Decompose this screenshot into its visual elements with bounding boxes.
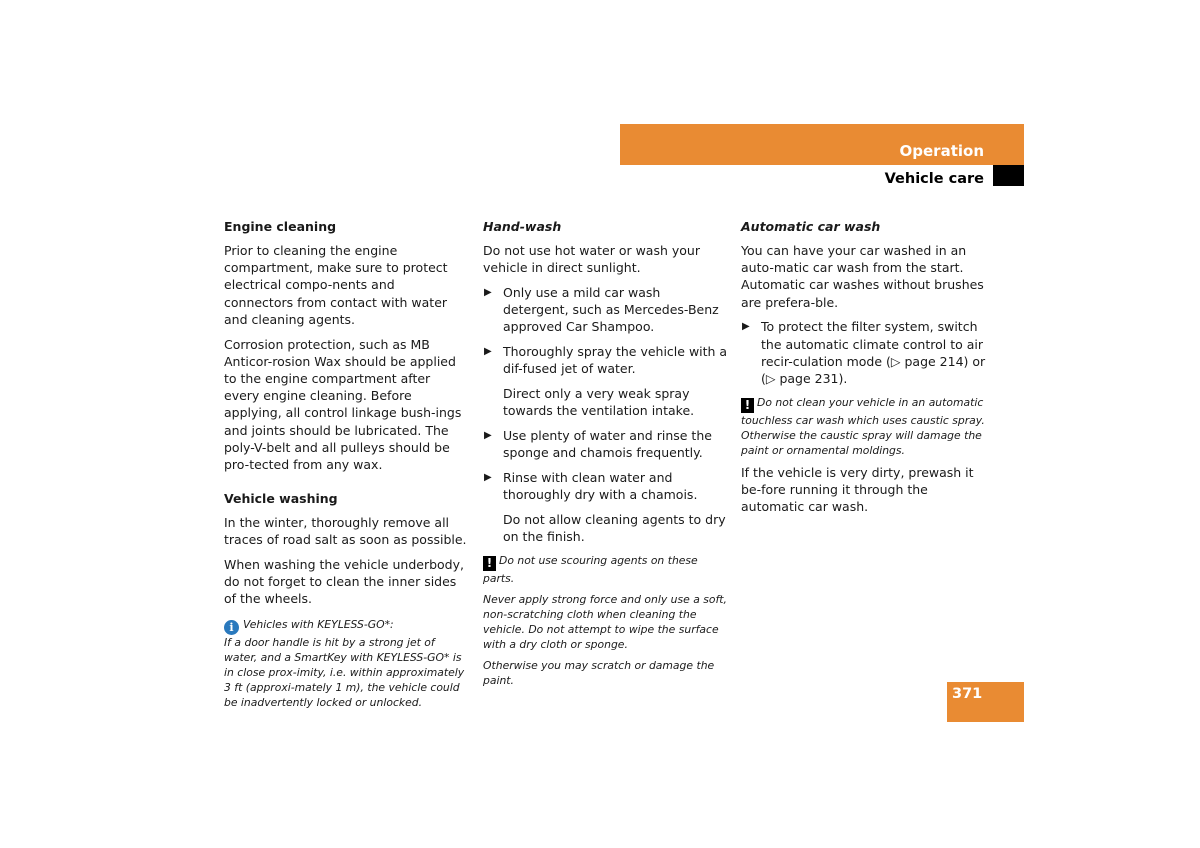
bullet-arrow-icon: ▶ xyxy=(484,429,492,441)
list-item: ▶ Use plenty of water and rinse the sponge and chamois frequently. xyxy=(484,427,712,461)
warning-icon: ! xyxy=(483,556,496,571)
bullet-arrow-icon: ▶ xyxy=(484,346,492,358)
list-item: ▶ Thoroughly spray the vehicle with a dif-fused jet of water. xyxy=(484,344,728,377)
warning-note-text: Never apply strong force and only use a soft, non-scratching cloth when cleaning the vehicle. Do not attempt to wipe the surface with a dry cloth or sponge. xyxy=(483,592,727,651)
warning-note: ! Do not clean your vehicle in an automatic touchless car wash which uses caustic spray. Otherwise the caustic spray will damage the paint or ornamental moldings. xyxy=(741,395,985,457)
list-item: ▶ Only use a mild car wash detergent, such as Mercedes-Benz approved Car Shampoo. xyxy=(484,284,719,335)
list-item-detail: Do not allow cleaning agents to dry on the finish. xyxy=(503,511,726,544)
warning-note: ! Do not use scouring agents on these parts. xyxy=(483,553,698,585)
bullet-arrow-icon: ▶ xyxy=(484,286,492,298)
paragraph: You can have your car washed in an auto-matic car wash from the start. Automatic car washes without brushes are prefera-ble. xyxy=(741,243,984,310)
list-item: ▶ To protect the filter system, switch the automatic climate control to air recir-culation mode (▷ page 214) or (▷ page 231). xyxy=(742,319,986,386)
paragraph: Prior to cleaning the engine compartment, make sure to protect electrical compo-nents and connectors from contact with water and cleaning agents. xyxy=(224,243,448,327)
list-item: ▶ Rinse with clean water and thoroughly dry with a chamois. xyxy=(484,469,698,502)
warning-icon: ! xyxy=(741,398,754,413)
paragraph: Corrosion protection, such as MB Anticor-rosion Wax should be applied to the engine compartment after every engine cleaning. Before applying, all control linkage bush-ings and joints should be lubricated. The poly-V-belt and all pulleys should be pro-tected from any wax. xyxy=(224,336,462,472)
column-2 xyxy=(483,218,729,694)
paragraph: If the vehicle is very dirty, prewash it be-fore running it through the automatic car wash. xyxy=(741,464,974,515)
column-1 xyxy=(224,218,467,716)
info-note xyxy=(224,617,467,710)
list-item-detail: Direct only a very weak spray towards the ventilation intake. xyxy=(503,385,695,419)
page-number: 371 xyxy=(952,686,983,702)
automatic-car-wash-heading: Automatic car wash xyxy=(741,219,881,234)
hand-wash-heading: Hand-wash xyxy=(483,219,562,234)
info-note-text: If a door handle is hit by a strong jet of water, and a SmartKey with KEYLESS-GO* is in close prox-imity, i.e. within approximately 3 ft (approxi-mately 1 m), the vehicle could be inadvertently locked or unlocked. xyxy=(224,636,465,710)
subsection-title: Vehicle care xyxy=(884,171,984,187)
paragraph: Do not use hot water or wash your vehicle in direct sunlight. xyxy=(483,243,700,276)
paragraph: When washing the vehicle underbody, do not forget to clean the inner sides of the wheels. xyxy=(224,556,464,606)
bullet-arrow-icon: ▶ xyxy=(742,321,750,333)
section-title: Operation xyxy=(899,142,984,160)
info-icon: i xyxy=(224,620,239,635)
column-3 xyxy=(741,218,986,523)
paragraph: In the winter, thoroughly remove all traces of road salt as soon as possible. xyxy=(224,514,467,547)
header-marker xyxy=(993,165,1024,186)
engine-cleaning-heading: Engine cleaning xyxy=(224,219,337,234)
vehicle-washing-heading: Vehicle washing xyxy=(224,490,338,506)
warning-note-text: Otherwise you may scratch or damage the paint. xyxy=(483,658,715,687)
bullet-arrow-icon: ▶ xyxy=(484,471,492,483)
info-note-title: Vehicles with KEYLESS-GO*: xyxy=(243,618,394,632)
